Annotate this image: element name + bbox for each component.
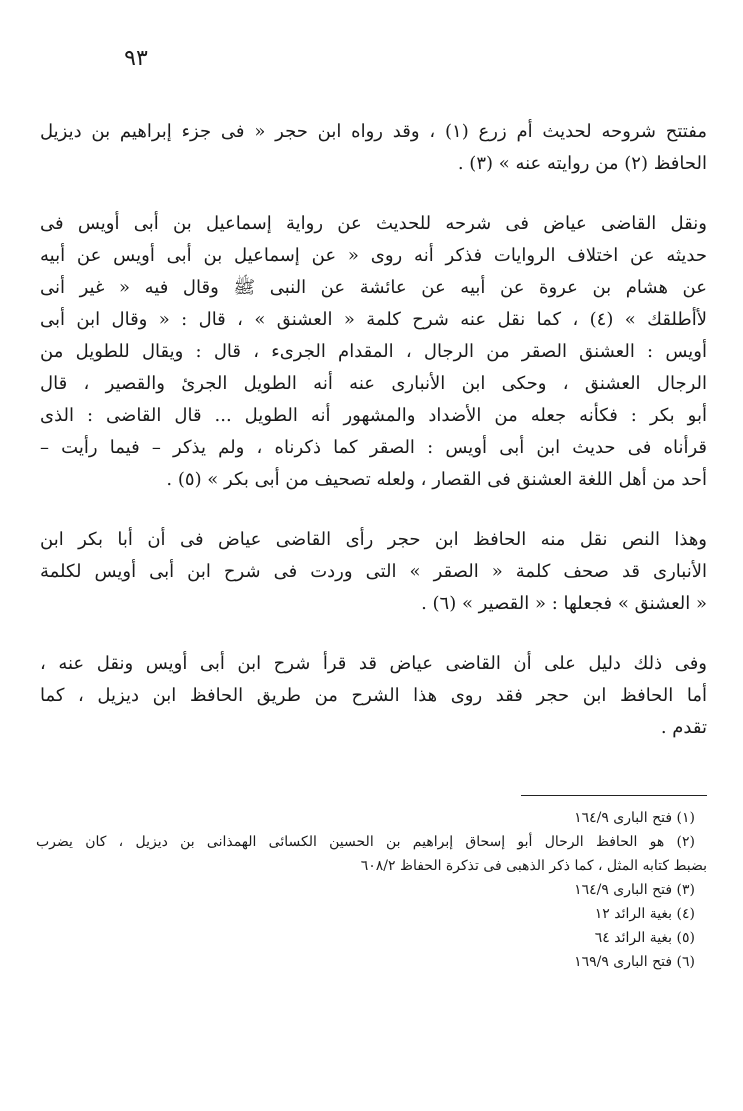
footnotes [36,806,707,974]
footnote-2-continuation: بضبط كتابه المثل ، كما ذكر الذهبى فى تذكرة الحفاظ ٦٠٨/٢ [360,858,707,874]
text-line: أما الحافظ ابن حجر فقد روى هذا الشرح من طريق الحافظ ابن ديزيل ، كما [40,685,707,706]
footnote-2: (٢) هو الحافظ الرحال أبو إسحاق إبراهيم بن الحسين الكسائى الهمذانى بن ديزيل ، كان يضرب [36,834,695,850]
text-line: عن هشام بن عروة عن أبيه عن عائشة عن النبى ﷺ وقال فيه « غير أنى [40,277,707,298]
footnote-1: (١) فتح البارى ١٦٤/٩ [574,810,695,826]
footnote-separator [521,795,707,796]
footnote-5: (٥) بغية الرائد ٦٤ [594,930,695,946]
text-line: وهذا النص نقل منه الحافظ ابن حجر رأى القاضى عياض فى أن أبا بكر ابن [40,529,707,550]
text-line: ونقل القاضى عياض فى شرحه للحديث عن رواية إسماعيل بن أبى أويس فى [40,213,707,234]
text-line: لأأطلقك » (٤) ، كما نقل عنه شرح كلمة « العشنق » ، قال : « وقال ابن أبى [40,309,707,330]
main-text [40,116,707,772]
paragraph-3 [40,524,707,620]
text-line: أحد من أهل اللغة العشنق فى القصار ، ولعله تصحيف من أبى بكر » (٥) . [166,469,707,490]
text-line: وفى ذلك دليل على أن القاضى عياض قد قرأ شرح ابن أبى أويس ونقل عنه ، [40,653,707,674]
text-line: « العشنق » فجعلها : « القصير » (٦) . [421,593,707,614]
page-number: ٩٣ [124,46,148,71]
text-line: مفتتح شروحه لحديث أم زرع (١) ، وقد رواه ابن حجر « فى جزء إبراهيم بن ديزيل [40,121,707,142]
text-line: تقدم . [660,717,707,738]
footnote-3: (٣) فتح البارى ١٦٤/٩ [574,882,695,898]
text-line: الحافظ (٢) من روايته عنه » (٣) . [457,153,707,174]
text-line: أبو بكر : فكأنه جعله من الأضداد والمشهور أنه الطويل ... قال القاضى : الذى [40,405,707,426]
text-line: الأنبارى قد صحف كلمة « الصقر » التى وردت فى شرح ابن أبى أويس لكلمة [40,561,707,582]
text-line: الرجال العشنق ، وحكى ابن الأنبارى عنه أنه الطويل الجرئ والقصير ، قال [40,373,707,394]
footnote-4: (٤) بغية الرائد ١٢ [594,906,695,922]
paragraph-1 [40,116,707,180]
text-line: أويس : العشنق الصقر من الرجال ، المقدام الجرىء ، قال : ويقال للطويل من [40,341,707,362]
text-line: حديثه عن اختلاف الروايات فذكر أنه روى « عن إسماعيل بن أبى أويس عن أبيه [40,245,707,266]
text-line: قرأناه فى حديث ابن أبى أويس : الصقر كما ذكرناه ، ولم يذكر – فيما رأيت – [40,437,707,458]
paragraph-4 [40,648,707,744]
paragraph-2 [40,208,707,496]
footnote-6: (٦) فتح البارى ١٦٩/٩ [574,954,695,970]
